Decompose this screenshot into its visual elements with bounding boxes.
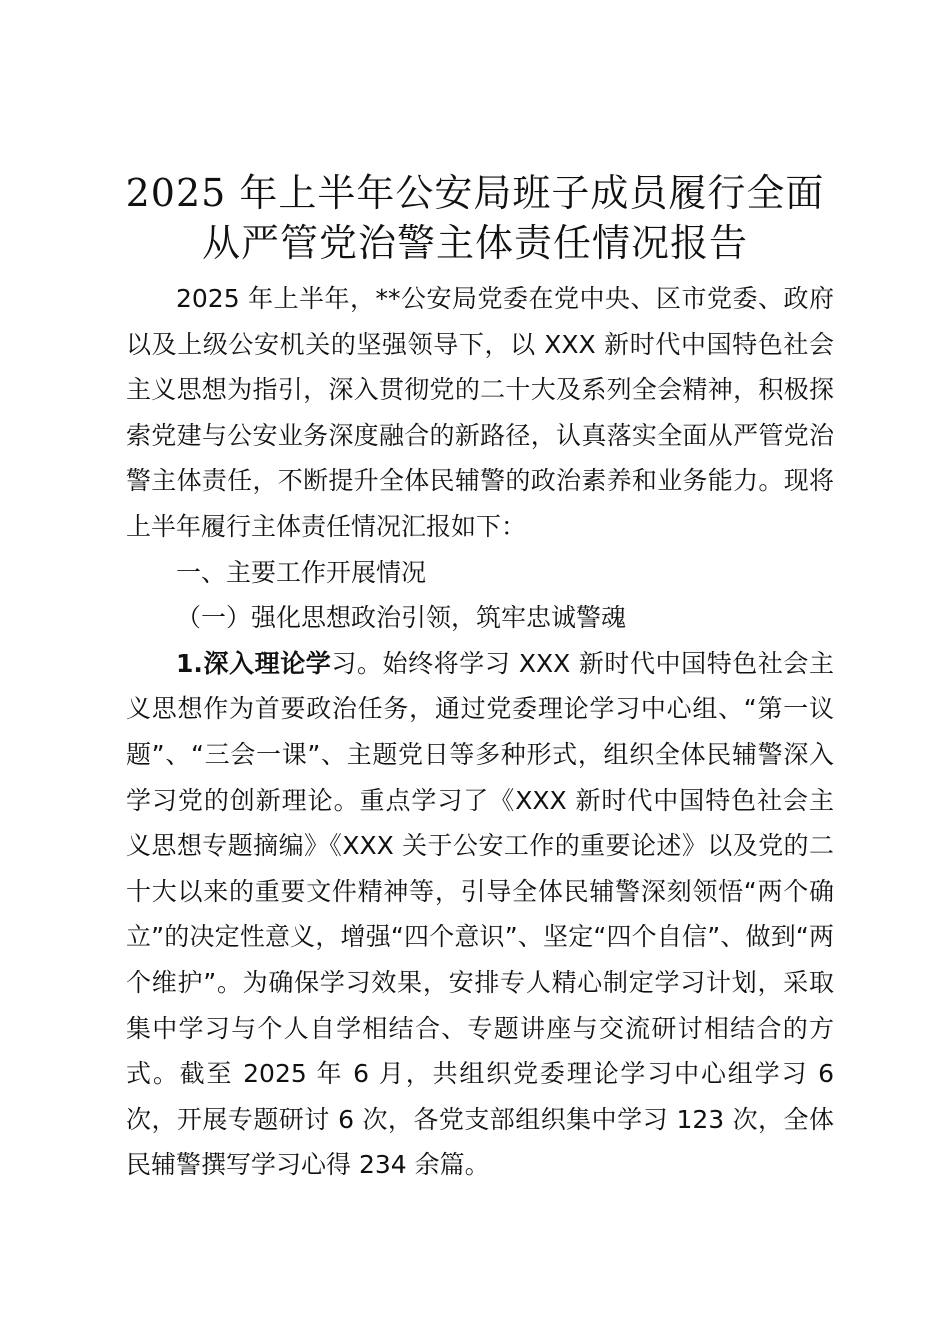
intro-paragraph: 2025 年上半年，**公安局党委在党中央、区市党委、政府以及上级公安机关的坚强领导下，以 XXX 新时代中国特色社会主义思想为指引，深入贯彻党的二十大及系列全会精神，积极探索党建与公安业务深度融合的新路径，认真落实全面从严管党治警主体责任，不断提升全体民辅警的政治素养和业务能力。现将上半年履行主体责任情况汇报如下： (126, 284, 834, 541)
document-body (126, 276, 834, 1188)
item-paragraph (126, 641, 834, 1188)
item-lead: 1.深入理论学 (176, 648, 332, 678)
item-body: 习。始终将学习 XXX 新时代中国特色社会主义思想作为首要政治任务，通过党委理论学习中心组、“第一议题”、“三会一课”、主题党日等多种形式，组织全体民辅警深入学习党的创新理论。重点学习了《XXX 新时代中国特色社会主义思想专题摘编》《XXX 关于公安工作的重要论述》以及党的二十大以来的重要文件精神等，引导全体民辅警深刻领悟“两个确立”的决定性意义，增强“四个意识”、坚定“四个自信”、做到“两个维护”。为确保学习效果，安排专人精心制定学习计划，采取集中学习与个人自学相结合、专题讲座与交流研讨相结合的方式。截至 2025 年 6 月，共组织党委理论学习中心组学习 6 次，开展专题研讨 6 次，各党支部组织集中学习 123 次，全体民辅警撰写学习心得 234 余篇。 (126, 648, 834, 1180)
section-heading: 一、主要工作开展情况 (176, 557, 427, 587)
document-title: 2025 年上半年公安局班子成员履行全面从严管党治警主体责任情况报告 (125, 171, 825, 265)
subsection-heading: （一）强化思想政治引领，筑牢忠诚警魂 (176, 603, 627, 633)
